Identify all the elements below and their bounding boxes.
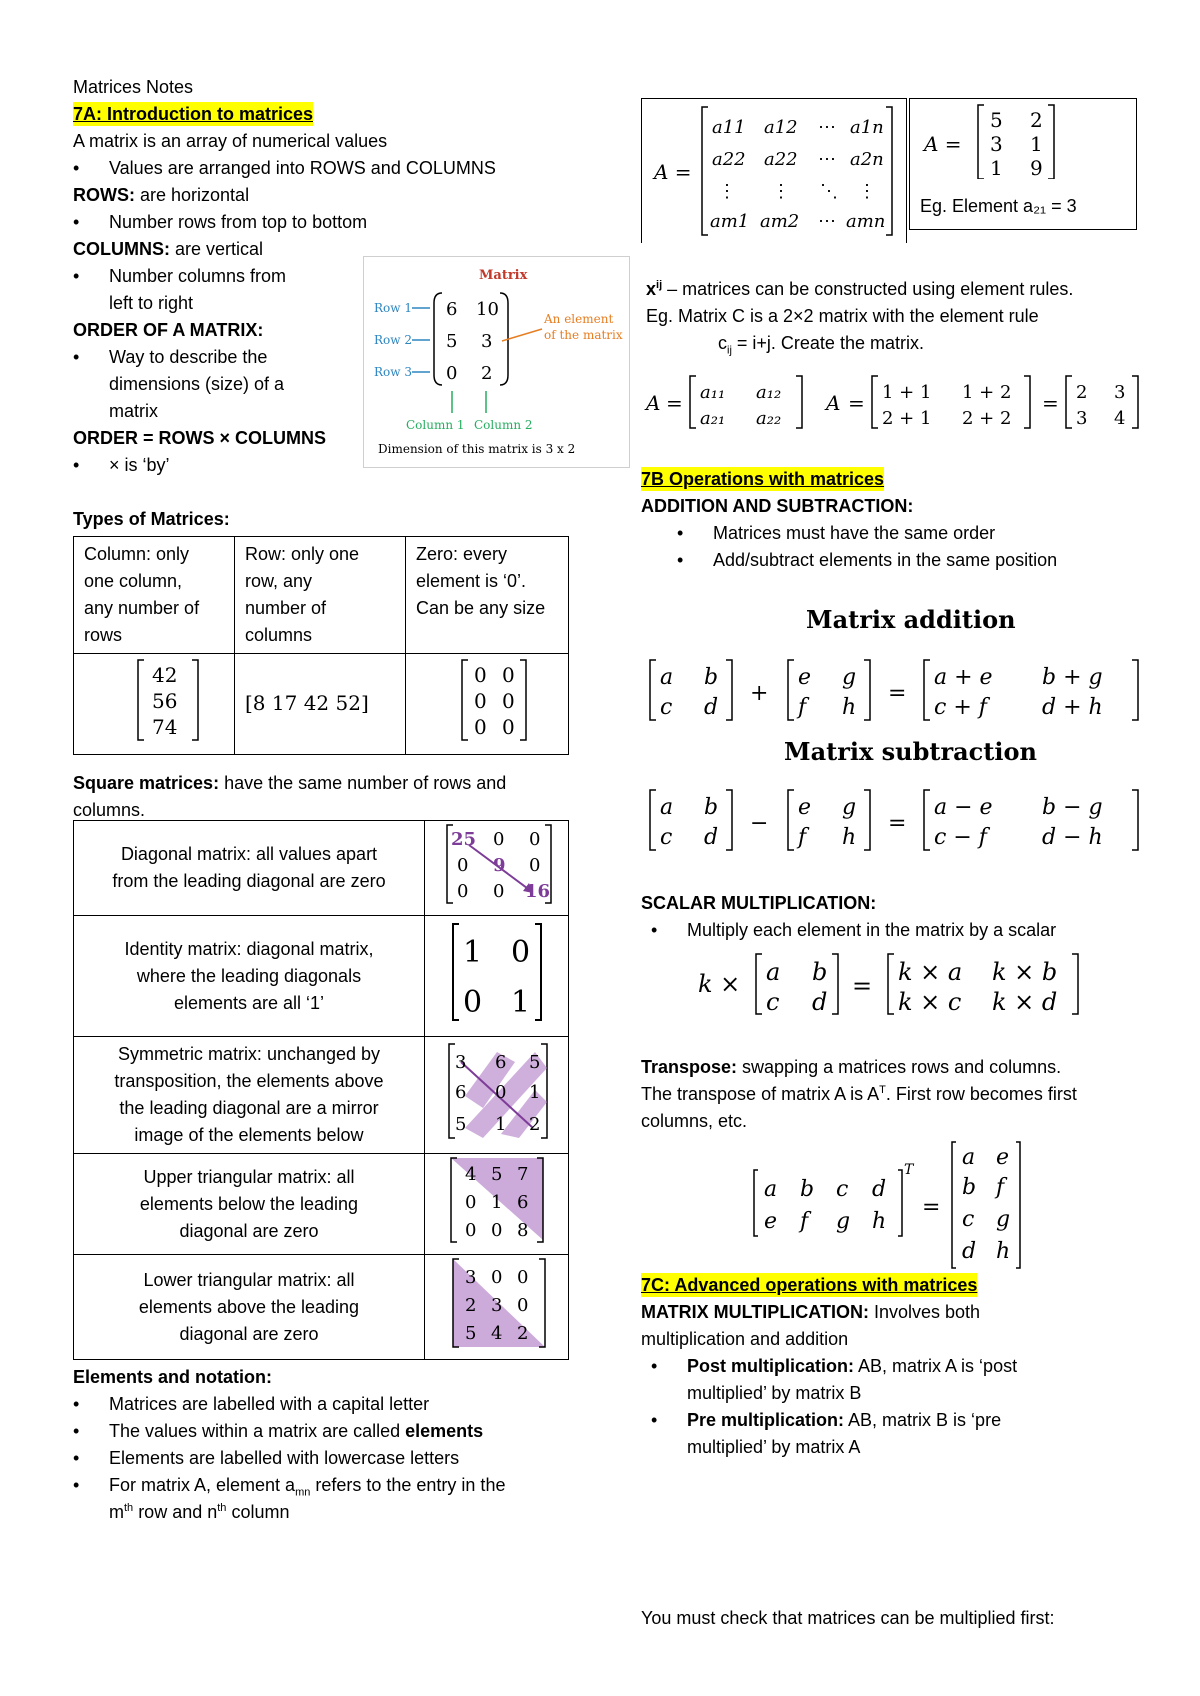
- symmetric-matrix: [425, 1038, 565, 1144]
- list-item: • Post multiplication: AB, matrix A is ‘post multiplied’ by matrix B: [651, 1353, 1161, 1407]
- col1-label: Column 1: [406, 418, 465, 432]
- svg-text:1 + 1: 1 + 1: [882, 382, 932, 403]
- identity-matrix-cell: [425, 916, 569, 1037]
- svg-text:a₁₁: a₁₁: [700, 382, 726, 403]
- svg-text:b + g: b + g: [1042, 665, 1103, 690]
- svg-text:=: =: [852, 972, 873, 1000]
- svg-text:0: 0: [474, 663, 487, 687]
- multiplication-list: [641, 1353, 1161, 1461]
- svg-text:3: 3: [465, 1267, 477, 1288]
- figure-caption: Dimension of this matrix is 3 x 2: [378, 442, 576, 456]
- svg-text:g: g: [842, 665, 857, 690]
- svg-text:d − h: d − h: [1042, 825, 1103, 850]
- svg-text:2: 2: [465, 1295, 477, 1316]
- list-item: • Elements are labelled with lowercase letters: [73, 1445, 593, 1472]
- scalar-list: [641, 917, 1161, 944]
- svg-text:6: 6: [455, 1082, 467, 1103]
- svg-text:0: 0: [463, 985, 483, 1020]
- svg-text:a₂₂: a₂₂: [756, 408, 782, 429]
- diagonal-matrix-cell: [425, 821, 569, 916]
- svg-text:d: d: [704, 825, 719, 850]
- svg-text:a₁₂: a₁₂: [756, 382, 782, 403]
- svg-text:74: 74: [152, 715, 178, 739]
- svg-text:⋮: ⋮: [718, 181, 736, 202]
- matrix-figure: [363, 256, 630, 468]
- fig-cell: 2: [481, 363, 493, 384]
- svg-text:5: 5: [465, 1323, 477, 1344]
- svg-text:a: a: [766, 958, 781, 986]
- columns-text: are vertical: [170, 239, 264, 259]
- transpose-svg: [750, 1140, 1050, 1270]
- upper-triangular-matrix: [425, 1154, 565, 1246]
- list-item: • Pre multiplication: AB, matrix B is ‘pre multiplied’ by matrix A: [651, 1407, 1161, 1461]
- list-item: • Values are arranged into ROWS and COLUMNS: [73, 155, 593, 182]
- svg-text:8: 8: [517, 1220, 529, 1241]
- section-7b: [641, 466, 1161, 574]
- row-vector: [8 17 42 52]: [245, 691, 369, 715]
- svg-text:⋯: ⋯: [818, 117, 836, 138]
- element-rule-svg: [644, 372, 1144, 432]
- element-rule-matrices: [644, 372, 1144, 432]
- section-7c: 7C: Advanced operations with matrices MATRIX MULTIPLICATION: Involves both multiplication and addition • Post multiplication: AB, matrix A is ‘post multiplied’ by matrix B • Pre multiplication: AB, matrix B is ‘pre multiplied’ by matrix A: [641, 1272, 1161, 1461]
- svg-text:A =: A =: [924, 132, 962, 156]
- lower-triangular-cell: Lower triangular matrix: all elements above the leading diagonal are zero: [74, 1255, 425, 1360]
- list-item: • Multiply each element in the matrix by a scalar: [651, 917, 1161, 944]
- rows-label: ROWS:: [73, 185, 135, 205]
- svg-text:c: c: [660, 825, 673, 850]
- rows-list: [73, 209, 593, 236]
- types-heading: Types of Matrices:: [73, 509, 230, 529]
- order-heading: ORDER OF A MATRIX:: [73, 320, 264, 340]
- svg-text:b: b: [800, 1177, 815, 1202]
- col2-label: Column 2: [474, 418, 533, 432]
- element-label-2: of the matrix: [544, 328, 623, 342]
- svg-text:e: e: [764, 1209, 778, 1234]
- svg-text:⋯: ⋯: [818, 211, 836, 232]
- svg-text:−: −: [750, 811, 769, 836]
- svg-text:T: T: [904, 1162, 914, 1178]
- svg-text:f: f: [798, 825, 807, 850]
- list-item: • Matrices are labelled with a capital letter: [73, 1391, 593, 1418]
- svg-text:4: 4: [1114, 408, 1126, 429]
- fig-cell: 5: [446, 331, 458, 352]
- notation-section: [73, 1364, 593, 1526]
- svg-text:=: =: [922, 1195, 941, 1220]
- symmetric-cell: Symmetric matrix: unchanged by transposition, the elements above the leading diagonal are a mirror image of the elements below: [74, 1037, 425, 1154]
- svg-text:b − g: b − g: [1042, 795, 1103, 820]
- fig-cell: 0: [446, 363, 458, 384]
- figure-title: Matrix: [479, 268, 528, 283]
- scalar-section: [641, 890, 1161, 944]
- diagonal-cell: Diagonal matrix: all values apart from the leading diagonal are zero: [74, 821, 425, 916]
- svg-text:a: a: [660, 795, 674, 820]
- list-item: • The values within a matrix are called elements: [73, 1418, 593, 1445]
- square-intro: [73, 770, 593, 824]
- svg-text:=: =: [888, 681, 907, 706]
- lower-matrix-cell: [425, 1255, 569, 1360]
- svg-text:0: 0: [491, 1267, 503, 1288]
- svg-text:a: a: [660, 665, 674, 690]
- section-7c-heading: 7C: Advanced operations with matrices: [641, 1275, 978, 1295]
- scalar-figure: [690, 948, 1110, 1018]
- svg-text:1: 1: [495, 1114, 507, 1135]
- svg-text:b: b: [812, 958, 828, 986]
- svg-text:d: d: [962, 1239, 977, 1264]
- column-vector-cell: [74, 654, 235, 755]
- svg-text:=: =: [1042, 391, 1059, 415]
- svg-text:e: e: [996, 1145, 1010, 1170]
- list-item: • Add/subtract elements in the same position: [677, 547, 1161, 574]
- addsub-heading: ADDITION AND SUBTRACTION:: [641, 496, 914, 516]
- svg-text:1: 1: [1030, 132, 1043, 156]
- svg-text:4: 4: [465, 1164, 477, 1185]
- svg-text:am2: am2: [760, 211, 800, 232]
- svg-text:a2n: a2n: [850, 149, 884, 170]
- svg-text:0: 0: [517, 1295, 529, 1316]
- svg-text:h: h: [996, 1239, 1011, 1264]
- fig-cell: 3: [481, 331, 493, 352]
- svg-text:am1: am1: [710, 211, 750, 232]
- identity-matrix: [425, 916, 565, 1028]
- svg-text:7: 7: [517, 1164, 529, 1185]
- svg-text:3: 3: [990, 132, 1003, 156]
- svg-text:g: g: [842, 795, 857, 820]
- svg-text:6: 6: [495, 1052, 507, 1073]
- example-matrix-box: [909, 98, 1137, 230]
- svg-text:a − e: a − e: [934, 795, 993, 820]
- svg-text:4: 4: [491, 1323, 503, 1344]
- type-row-cell: Row: only one row, any number of columns: [235, 537, 406, 654]
- svg-text:0: 0: [465, 1220, 477, 1241]
- svg-text:h: h: [842, 825, 857, 850]
- list-item: • Number rows from top to bottom: [73, 209, 593, 236]
- svg-text:2 + 1: 2 + 1: [882, 408, 932, 429]
- square-table: [73, 820, 569, 1360]
- svg-text:0: 0: [529, 829, 541, 850]
- svg-text:9: 9: [1030, 156, 1043, 179]
- svg-text:2: 2: [529, 1114, 541, 1135]
- svg-text:f: f: [798, 695, 807, 720]
- svg-text:16: 16: [525, 881, 551, 902]
- svg-text:d: d: [704, 695, 719, 720]
- svg-text:h: h: [872, 1209, 887, 1234]
- type-column-cell: Column: only one column, any number of rows: [74, 537, 235, 654]
- square-text: have the same number of rows and: [219, 773, 507, 793]
- svg-text:c: c: [766, 988, 780, 1016]
- subtraction-title: Matrix subtraction: [784, 737, 1037, 766]
- svg-text:0: 0: [465, 1192, 477, 1213]
- svg-text:b: b: [704, 795, 719, 820]
- section-7a-heading: 7A: Introduction to matrices: [73, 104, 314, 124]
- svg-text:A: A: [646, 391, 661, 415]
- section-7b-heading: 7B Operations with matrices: [641, 469, 885, 489]
- type-zero-cell: Zero: every element is ‘0’. Can be any size: [406, 537, 569, 654]
- svg-text:0: 0: [457, 881, 469, 902]
- svg-text:k ×: k ×: [698, 970, 741, 998]
- example-element-text: Eg. Element a₂₁ = 3: [920, 196, 1077, 216]
- svg-text:a22: a22: [712, 149, 746, 170]
- row1-label: Row 1: [374, 301, 412, 315]
- svg-text:0: 0: [474, 715, 487, 739]
- svg-text:a12: a12: [764, 117, 798, 138]
- svg-text:e: e: [798, 665, 812, 690]
- svg-text:1: 1: [511, 985, 531, 1020]
- square-text-2: columns.: [73, 800, 146, 820]
- svg-text:k × d: k × d: [992, 988, 1058, 1016]
- notation-list: [73, 1391, 593, 1526]
- svg-text:a₂₁: a₂₁: [700, 408, 726, 429]
- svg-text:5: 5: [529, 1052, 541, 1073]
- svg-text:⋮: ⋮: [858, 181, 876, 202]
- svg-text:⋱: ⋱: [820, 181, 838, 202]
- svg-text:0: 0: [502, 663, 515, 687]
- svg-text:a: a: [764, 1177, 778, 1202]
- svg-text:3: 3: [1076, 408, 1088, 429]
- svg-text:0: 0: [517, 1267, 529, 1288]
- svg-text:f: f: [800, 1209, 809, 1234]
- svg-text:c: c: [836, 1177, 849, 1202]
- document-title: Matrices Notes: [73, 77, 194, 97]
- svg-text:9: 9: [493, 855, 506, 876]
- diagonal-matrix: [425, 821, 565, 907]
- row-vector-cell: [235, 654, 406, 755]
- svg-text:k × c: k × c: [898, 988, 962, 1016]
- svg-text:k × b: k × b: [992, 958, 1058, 986]
- svg-text:k × a: k × a: [898, 958, 963, 986]
- left-bracket: [434, 293, 442, 385]
- intro-list: [73, 155, 593, 182]
- notation-heading: Elements and notation:: [73, 1367, 273, 1387]
- transpose-section: Transpose: swapping a matrices rows and columns. The transpose of matrix A is $A^T$. First row becomes first columns, etc.: [641, 1057, 1077, 1131]
- svg-text:a + e: a + e: [934, 665, 993, 690]
- scalar-heading: SCALAR MULTIPLICATION:: [641, 893, 877, 913]
- scalar-svg: [690, 948, 1110, 1018]
- svg-text:2: 2: [1030, 108, 1043, 132]
- svg-text:f: f: [996, 1175, 1005, 1200]
- svg-text:+: +: [750, 681, 769, 706]
- svg-text:1: 1: [529, 1082, 541, 1103]
- fig-cell: 6: [446, 299, 458, 320]
- row2-label: Row 2: [374, 333, 412, 347]
- svg-text:A: A: [826, 391, 841, 415]
- svg-text:6: 6: [517, 1192, 529, 1213]
- zero-matrix: [416, 658, 556, 742]
- list-item: • Number columns from left to right: [73, 263, 593, 317]
- svg-text:b: b: [962, 1175, 977, 1200]
- example-matrix: [910, 99, 1136, 179]
- identity-cell: Identity matrix: diagonal matrix, where the leading diagonals elements are all ‘1’: [74, 916, 425, 1037]
- svg-text:1: 1: [990, 156, 1003, 179]
- svg-text:3: 3: [455, 1052, 467, 1073]
- upper-triangular-cell: Upper triangular matrix: all elements below the leading diagonal are zero: [74, 1154, 425, 1255]
- element-rules: $x^{ij}$ – matrices can be constructed using element rules. Eg. Matrix C is a 2×2 matrix with the element rule $c_{ij} = i+j$. Create the matrix.: [646, 279, 1074, 357]
- addsub-svg: [646, 600, 1146, 860]
- square-label: Square matrices:: [73, 773, 220, 793]
- svg-text:⋯: ⋯: [818, 149, 836, 170]
- types-table: [73, 536, 569, 755]
- svg-text:42: 42: [152, 663, 178, 687]
- svg-text:5: 5: [491, 1164, 503, 1185]
- addition-title: Matrix addition: [806, 605, 1016, 634]
- svg-text:g: g: [836, 1209, 851, 1234]
- svg-text:c: c: [962, 1207, 975, 1232]
- rows-text: are horizontal: [135, 185, 250, 205]
- svg-text:0: 0: [502, 689, 515, 713]
- svg-text:d + h: d + h: [1042, 695, 1103, 720]
- svg-text:=: =: [666, 391, 683, 415]
- transpose-figure: [750, 1140, 1050, 1270]
- list-item: • × is ‘by’: [73, 452, 593, 479]
- general-matrix: [642, 99, 906, 243]
- svg-text:g: g: [996, 1207, 1011, 1232]
- svg-text:3: 3: [491, 1295, 503, 1316]
- element-label-1: An element: [544, 312, 614, 326]
- general-matrix-box: [641, 98, 907, 243]
- svg-text:0: 0: [491, 1220, 503, 1241]
- lower-triangular-matrix: [425, 1255, 565, 1351]
- svg-text:0: 0: [495, 1082, 507, 1103]
- list-item: • Matrices must have the same order: [677, 520, 1161, 547]
- column-vector: [84, 658, 224, 742]
- svg-text:=: =: [848, 391, 865, 415]
- svg-text:0: 0: [493, 881, 505, 902]
- svg-text:a1n: a1n: [850, 117, 884, 138]
- svg-text:25: 25: [451, 829, 477, 850]
- svg-text:2: 2: [517, 1323, 529, 1344]
- svg-text:1 + 2: 1 + 2: [962, 382, 1012, 403]
- svg-text:5: 5: [455, 1114, 467, 1135]
- row3-label: Row 3: [374, 365, 412, 379]
- svg-text:0: 0: [474, 689, 487, 713]
- symmetric-matrix-cell: [425, 1037, 569, 1154]
- svg-text:h: h: [842, 695, 857, 720]
- svg-text:0: 0: [493, 829, 505, 850]
- zero-matrix-cell: [406, 654, 569, 755]
- svg-text:e: e: [798, 795, 812, 820]
- intro-text: A matrix is an array of numerical values: [73, 131, 388, 151]
- svg-text:b: b: [704, 665, 719, 690]
- matrix-diagram: [364, 257, 629, 467]
- svg-text:0: 0: [502, 715, 515, 739]
- svg-text:a: a: [962, 1145, 976, 1170]
- svg-text:c − f: c − f: [934, 825, 987, 850]
- svg-text:c: c: [660, 695, 673, 720]
- svg-text:0: 0: [511, 935, 531, 970]
- list-item: • For matrix A, element $a_{mn}$ refers to the entry in the $m^{th}$ row and $n^{th}$ column: [73, 1472, 593, 1526]
- svg-text:0: 0: [457, 855, 469, 876]
- svg-text:0: 0: [529, 855, 541, 876]
- svg-text:2 + 2: 2 + 2: [962, 408, 1012, 429]
- svg-text:d: d: [872, 1177, 887, 1202]
- addition-subtraction-figure: [646, 600, 1146, 860]
- svg-text:3: 3: [1114, 382, 1126, 403]
- svg-text:=: =: [888, 811, 907, 836]
- svg-text:a11: a11: [712, 117, 746, 138]
- svg-text:⋮: ⋮: [772, 181, 790, 202]
- upper-matrix-cell: [425, 1154, 569, 1255]
- svg-text:2: 2: [1076, 382, 1088, 403]
- svg-text:A =: A =: [654, 160, 692, 184]
- svg-text:5: 5: [990, 108, 1003, 132]
- addsub-list: [641, 520, 1161, 574]
- fig-cell: 10: [476, 299, 499, 320]
- check-text: You must check that matrices can be multiplied first:: [641, 1608, 1055, 1628]
- columns-label: COLUMNS:: [73, 239, 170, 259]
- svg-text:c + f: c + f: [934, 695, 987, 720]
- svg-text:1: 1: [463, 935, 483, 970]
- list-item: • Way to describe the dimensions (size) of a matrix: [73, 344, 593, 425]
- order-formula: ORDER = ROWS × COLUMNS: [73, 428, 327, 448]
- svg-text:a22: a22: [764, 149, 798, 170]
- svg-text:amn: amn: [846, 211, 886, 232]
- svg-text:1: 1: [491, 1192, 503, 1213]
- svg-text:56: 56: [152, 689, 178, 713]
- svg-text:d: d: [812, 988, 828, 1016]
